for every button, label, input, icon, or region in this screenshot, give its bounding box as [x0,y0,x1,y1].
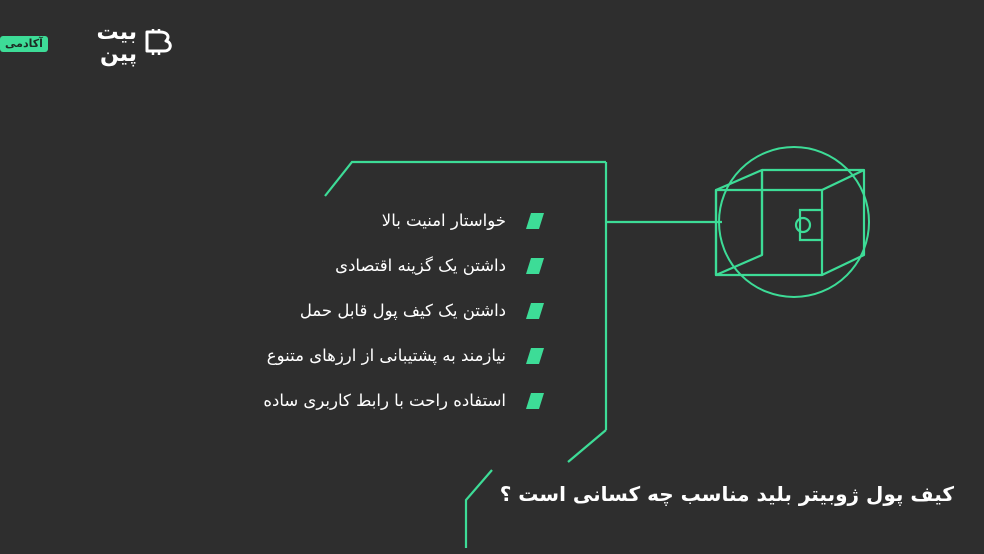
list-item-label: داشتن یک گزینه اقتصادی [335,256,506,276]
caption-text: کیف پول ژوبیتر بلید مناسب چه کسانی است ؟ [499,482,954,506]
bitpin-logo-icon [143,29,179,59]
list-item-label: داشتن یک کیف پول قابل حمل [299,301,506,321]
list-item [214,296,544,326]
wallet-icon [704,140,884,305]
feature-list [214,206,544,431]
list-item-label: نیازمند به پشتیبانی از ارزهای متنوع [266,346,506,366]
brand-wordmark: بیت پین [96,20,137,67]
brand-badge: آکادمی [0,36,48,52]
parallelogram-bullet-icon [526,258,544,274]
list-item [214,341,544,371]
list-item [214,386,544,416]
list-item [214,251,544,281]
parallelogram-bullet-icon [526,213,544,229]
list-item-label: استفاده راحت با رابط کاربری ساده [263,391,506,411]
parallelogram-bullet-icon [526,393,544,409]
brand-logo [0,22,179,66]
parallelogram-bullet-icon [526,348,544,364]
parallelogram-bullet-icon [526,303,544,319]
list-item-label: خواستار امنیت بالا [381,211,506,231]
list-item [214,206,544,236]
